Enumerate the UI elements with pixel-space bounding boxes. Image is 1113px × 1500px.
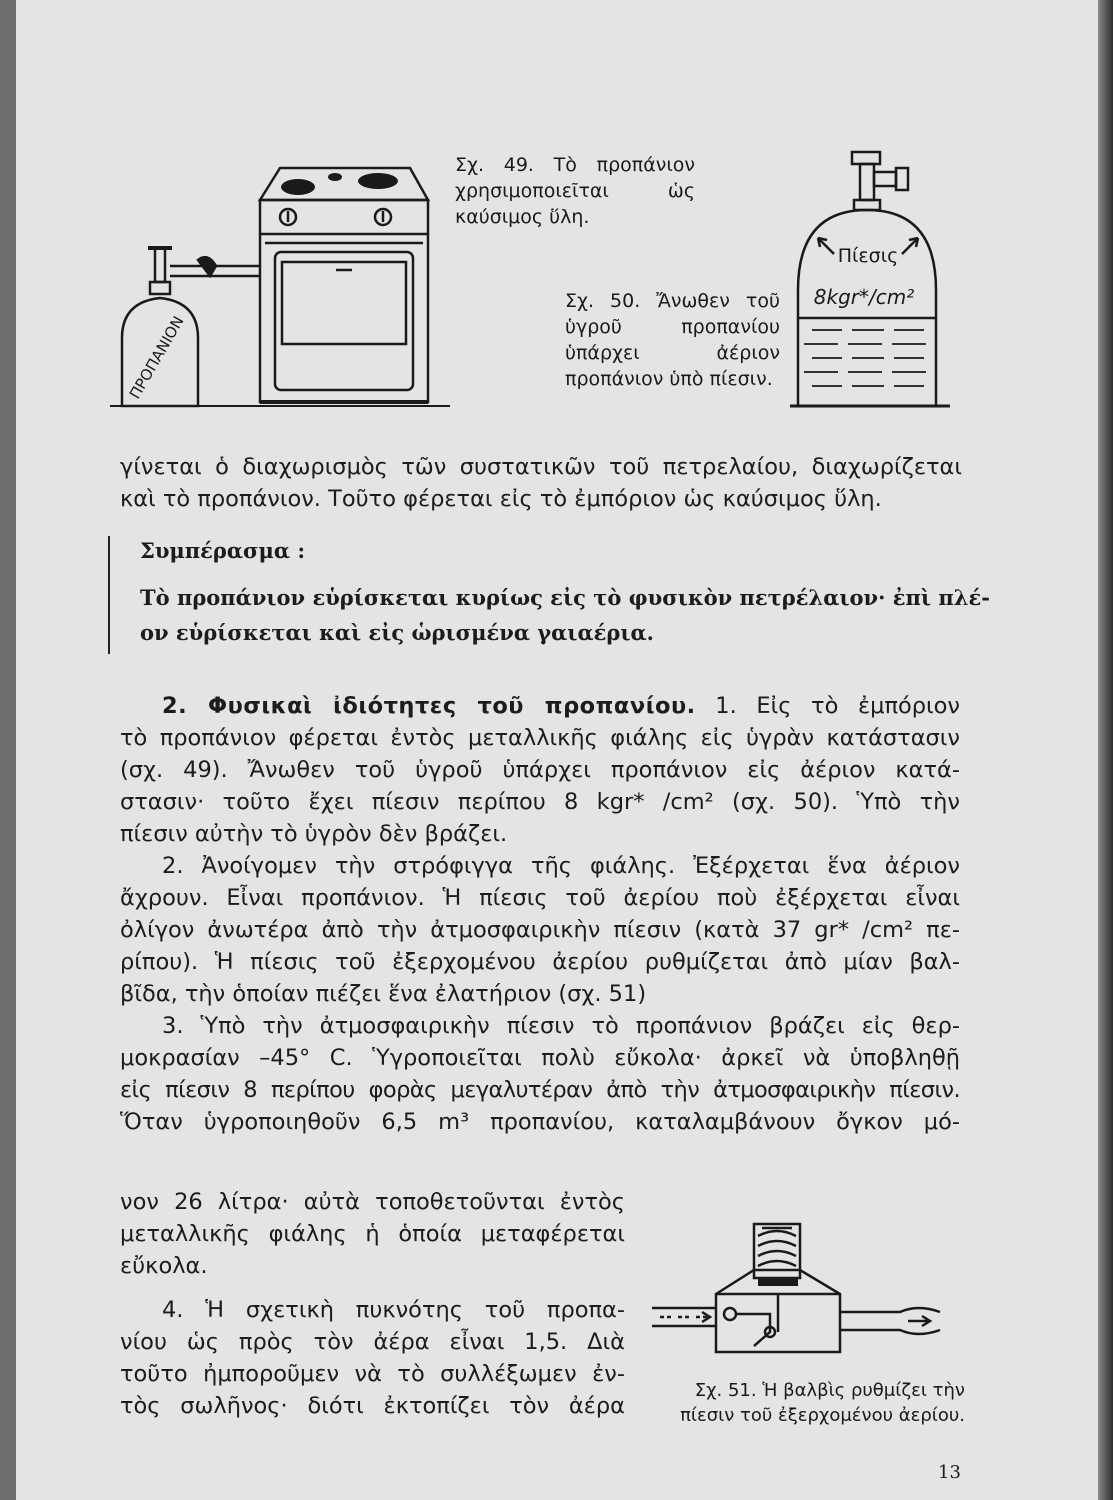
valve-wheel [852, 152, 880, 164]
figure-49-caption: Σχ. 49. Τὸ προπάνιον χρησιμοποιεῖται ὡς καύσιμος ὕλη. [455, 154, 695, 228]
burner-left [281, 179, 315, 195]
figure-50-cylinder-section [790, 150, 950, 420]
cylinder-label: ΠΡΟΠΑΝΙΟΝ [125, 313, 188, 402]
paragraph-4: 4. Ἡ σχετικὴ πυκνότης τοῦ προπα- νίου ὡς πρὸς τὸν ἀέρα εἶναι 1,5. Διὰ τοῦτο ἠμποροῦμεν νὰ τὸ συλλέξωμεν ἐν- τὸς σωλῆνος· διότι ἐκτοπίζει τὸν ἀέρα [120, 1297, 625, 1419]
paragraph-3-continued: νον 26 λίτρα· αὐτὰ τοποθετοῦνται ἐντὸς μεταλλικῆς φιάλης ἡ ὁποία μεταφέρεται εὔκολα. [120, 1189, 625, 1279]
pressure-value: 8kgr*/cm² [813, 285, 915, 309]
conclusion-title: Συμπέρασμα : [140, 538, 306, 563]
burner-small [328, 173, 342, 181]
valve-spring [758, 1228, 796, 1266]
oven-door [275, 252, 413, 390]
page-number: 13 [938, 1462, 961, 1483]
stove-body [260, 200, 428, 402]
conclusion-box [108, 536, 990, 654]
conclusion-text: Τὸ προπάνιον εὑρίσκεται κυρίως εἰς τὸ φυσικὸν πετρέλαιον· ἐπὶ πλέ- ον εὑρίσκεται καὶ εἰς ὡρισμένα γαιαέρια. [140, 585, 990, 645]
cylinder-valve [155, 248, 165, 282]
section-first-line: 2. Φυσικαὶ ἰδιότητες τοῦ προπανίου. 1. Εἰς τὸ ἐμπόριον [162, 693, 960, 719]
pressure-label: Πίεσις [837, 245, 899, 267]
page-edge-shadow [1098, 0, 1113, 1500]
figure-49-stove-and-cylinder [110, 160, 450, 410]
section-physical-properties: 2. Φυσικαὶ ἰδιότητες τοῦ προπανίου. 1. Εἰς τὸ ἐμπόριον τὸ προπάνιον φέρεται ἐντὸς μεταλλικῆς φιάλης εἰς ὑγρὰν κατάστασιν (σχ. 49). Ἄνωθεν τοῦ ὑγροῦ ὑπάρχει προπάνιον εἰς ἀέριον κατά- στασιν· τοῦτο ἔχει πίεσιν περίπου 8 kgr* /cm² (σχ. 50). Ὑπὸ τὴν πίεσιν αὐτὴν τὸ ὑγρὸν δὲν βράζει. 2. Ἀνοίγομεν τὴν στρόφιγγα τῆς φιάλης. Ἐξέρχεται ἕνα ἀέριον ἄχρουν. Εἶναι προπάνιον. Ἡ πίεσις τοῦ ἀερίου ποὺ ἐξέρχεται εἶναι ὀλίγον ἀνωτέρα ἀπὸ τὴν ἀτμοσφαιρικὴν πίεσιν (κατὰ 37 gr* /cm² πε- ρίπου). Ἡ πίεσις τοῦ ἐξερχομένου ἀερίου ρυθμίζεται ἀπὸ μίαν βαλ- βῖδα, τὴν ὁποίαν πιέζει ἕνα ἐλατήριον (σχ. 51) 3. Ὑπὸ τὴν ἀτμοσφαιρικὴν πίεσιν τὸ προπάνιον βράζει εἰς θερ- μοκρασίαν –45° C. Ὑγροποιεῖται πολὺ εὔκολα· ἀρκεῖ νὰ ὑποβληθῇ εἰς πίεσιν 8 περίπου φορὰς μεγαλυτέραν ἀπὸ τὴν ἀτμοσφαιρικὴν πίεσιν. Ὅταν ὑγροποιηθοῦν 6,5 m³ προπανίου, καταλαμβάνουν ὄγκον μό- [120, 690, 960, 1138]
figure-51-caption: Σχ. 51. Ἡ βαλβὶς ρυθμίζει τὴν πίεσιν τοῦ ἐξερχομένου ἀερίου. [680, 1380, 965, 1426]
diaphragm [758, 1278, 798, 1286]
figure-50-caption: Σχ. 50. Ἄνωθεν τοῦ ὑγροῦ προπανίου ὑπάρχει ἀέριον προπάνιον ὑπὸ πίεσιν. [565, 290, 780, 390]
figure-51-valve [650, 1222, 960, 1372]
burner-right [358, 173, 398, 189]
intro-paragraph: γίνεται ὁ διαχωρισμὸς τῶν συστατικῶν τοῦ πετρελαίου, διαχωρίζεται καὶ τὸ προπάνιον. Τοῦτο φέρεται εἰς τὸ ἐμπόριον ὡς καύσιμος ὕλη. [120, 454, 962, 512]
section-heading: 2. Φυσικαὶ ἰδιότητες τοῦ προπανίου. [162, 693, 696, 719]
